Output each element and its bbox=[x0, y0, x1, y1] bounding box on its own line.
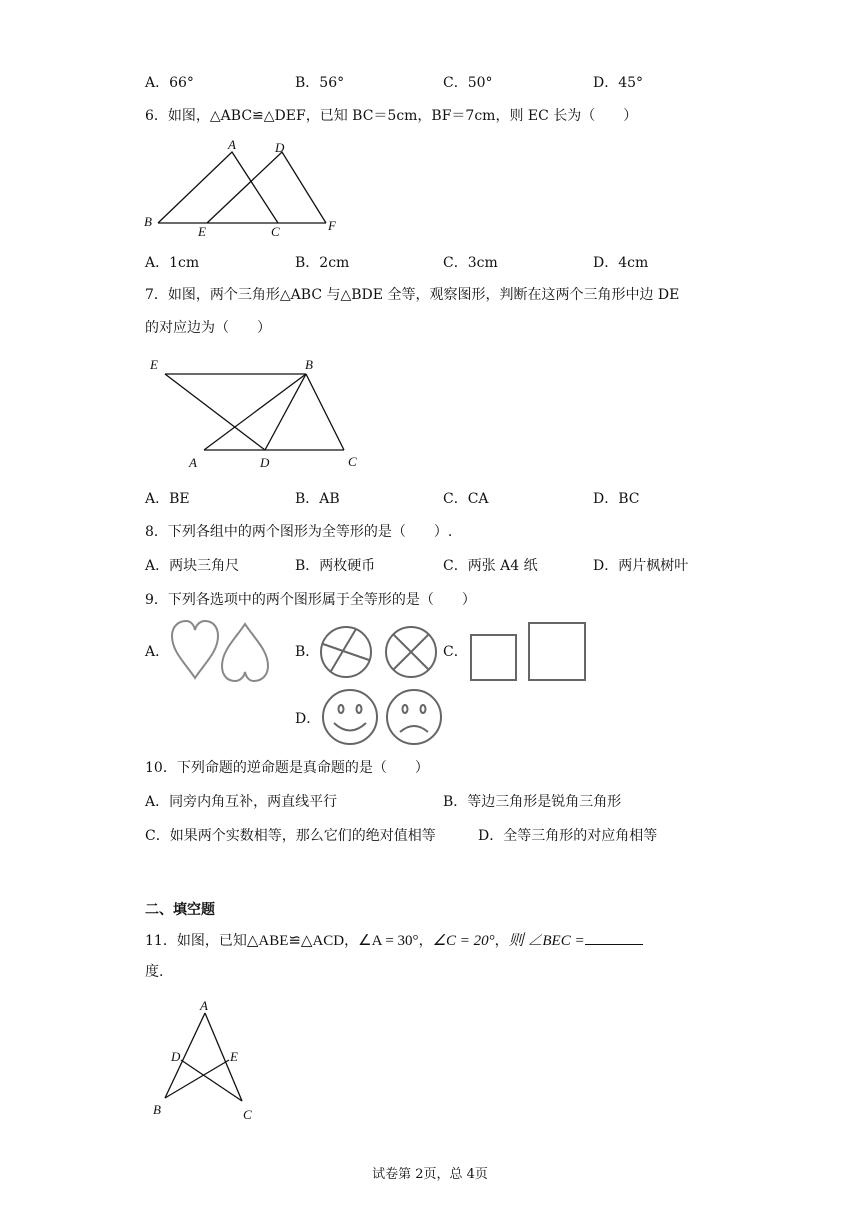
q11-text: 11．如图，已知△ABE≌△ACD，∠A = 30°，∠C = 20°，则 ∠BEC = bbox=[145, 930, 643, 951]
q11-ask: 则 ∠BEC = bbox=[508, 933, 585, 949]
q7-option-c: C．CA bbox=[443, 491, 489, 507]
q9-option-c-squares bbox=[466, 620, 590, 684]
q8-option-a: A．两块三角尺 bbox=[145, 558, 240, 574]
q7-label-c: C bbox=[348, 454, 357, 469]
small-square-shape bbox=[471, 635, 516, 680]
q11-congruence: △ABE≌△ACD bbox=[246, 933, 345, 949]
q5-option-a: A．66° bbox=[145, 75, 194, 91]
q11-label-a: A bbox=[200, 998, 208, 1013]
q7-label-b: B bbox=[305, 357, 313, 372]
q11-label-e: E bbox=[230, 1049, 238, 1064]
q9-text: 9．下列各选项中的两个图形属于全等形的是（ ） bbox=[145, 592, 476, 608]
q7-text-line2: 的对应边为（ ） bbox=[145, 320, 271, 336]
q7-figure bbox=[140, 350, 370, 475]
q6-label-d: D bbox=[275, 140, 285, 155]
page-footer: 试卷第 2页，总 4页 bbox=[372, 1167, 488, 1182]
q8-option-d: D．两片枫树叶 bbox=[593, 558, 689, 574]
q8-option-c: C．两张 A4 纸 bbox=[443, 558, 538, 574]
q6-option-a: A．1cm bbox=[145, 255, 200, 271]
q6-option-c: C．3cm bbox=[443, 255, 498, 271]
smiley-face-icon bbox=[323, 690, 377, 744]
q10-option-c: C．如果两个实数相等，那么它们的绝对值相等 bbox=[145, 828, 436, 844]
q10-option-d: D．全等三角形的对应角相等 bbox=[478, 828, 658, 844]
q6-option-d: D．4cm bbox=[593, 255, 649, 271]
q9-option-b-circles bbox=[318, 623, 440, 683]
q7-option-a: A．BE bbox=[145, 491, 190, 507]
q11-figure bbox=[145, 993, 265, 1125]
q9-option-d-faces bbox=[318, 688, 446, 748]
section-title: 二、填空题 bbox=[145, 902, 215, 918]
q8-option-b: B．两枚硬币 bbox=[295, 558, 376, 574]
q5-option-c: C．50° bbox=[443, 75, 493, 91]
q10-option-a: A．同旁内角互补，两直线平行 bbox=[145, 794, 338, 810]
q11-angle-a: ∠A = 30° bbox=[358, 933, 419, 949]
q6-text: 6．如图，△ABC≌△DEF，已知 BC＝5cm，BF＝7cm，则 EC 长为（ ） bbox=[145, 108, 638, 124]
q5-option-b: B．56° bbox=[295, 75, 345, 91]
q6-label-f: F bbox=[328, 218, 336, 233]
q6-label-b: B bbox=[144, 214, 152, 229]
q6-label-c: C bbox=[271, 224, 280, 239]
q6-option-b: B．2cm bbox=[295, 255, 350, 271]
q9-option-d-label: D． bbox=[295, 711, 321, 727]
q7-label-d: D bbox=[260, 455, 270, 470]
q11-unit: 度. bbox=[145, 964, 164, 980]
q7-option-b: B．AB bbox=[295, 491, 340, 507]
heart-shape bbox=[172, 621, 218, 678]
q6-figure bbox=[135, 135, 350, 245]
q9-option-a-hearts bbox=[168, 618, 272, 684]
inverted-heart-shape bbox=[222, 624, 268, 681]
q11-angle-c: ∠C = 20° bbox=[432, 933, 495, 949]
q11-label-c: C bbox=[243, 1107, 252, 1122]
q6-label-e: E bbox=[198, 224, 206, 239]
q6-label-a: A bbox=[228, 137, 236, 152]
q11-label-d: D bbox=[171, 1049, 181, 1064]
q7-text-line1: 7．如图，两个三角形△ABC 与△BDE 全等，观察图形，判断在这两个三角形中边 DE bbox=[145, 287, 680, 303]
q8-text: 8．下列各组中的两个图形为全等形的是（ ）. bbox=[145, 524, 453, 540]
q10-text: 10．下列命题的逆命题是真命题的是（ ） bbox=[145, 760, 429, 776]
q9-option-a-label: A． bbox=[145, 644, 170, 660]
q9-option-b-label: B． bbox=[295, 644, 320, 660]
q7-label-e: E bbox=[150, 357, 158, 372]
q11-label-b: B bbox=[153, 1102, 161, 1117]
large-square-shape bbox=[529, 623, 585, 680]
sad-face-icon bbox=[387, 690, 441, 744]
q7-option-d: D．BC bbox=[593, 491, 640, 507]
q10-option-b: B．等边三角形是锐角三角形 bbox=[443, 794, 622, 810]
q11-prefix: 11．如图，已知 bbox=[145, 933, 247, 949]
q7-label-a: A bbox=[189, 455, 197, 470]
q5-option-d: D．45° bbox=[593, 75, 644, 91]
q9-option-c-label: C． bbox=[443, 644, 468, 660]
answer-blank[interactable] bbox=[585, 930, 643, 945]
